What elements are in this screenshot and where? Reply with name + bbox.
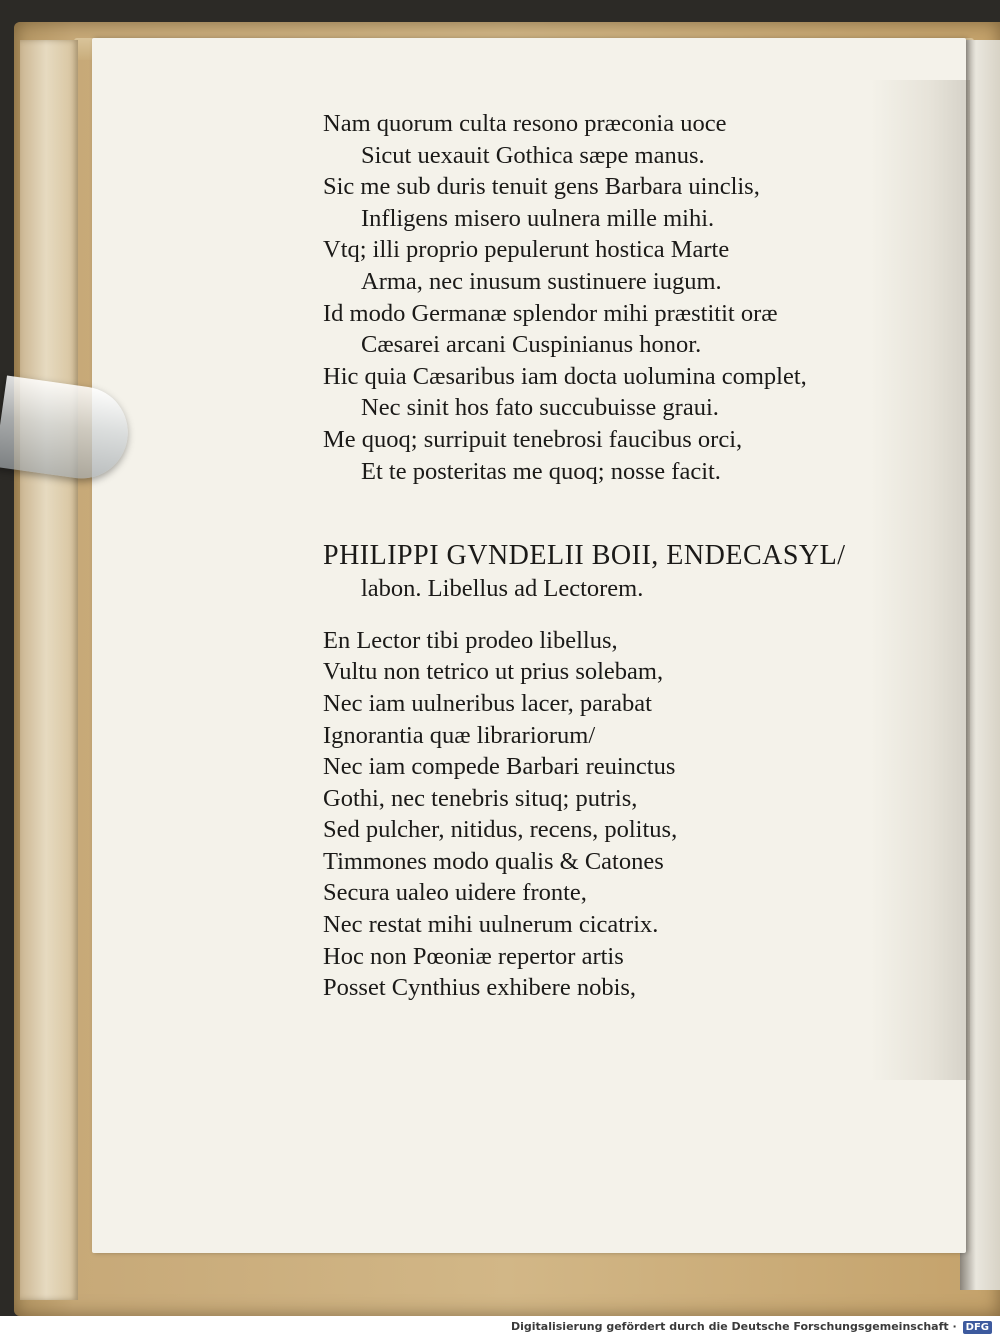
verse-line: Hoc non Pœoniæ repertor artis — [323, 942, 624, 970]
verse-line: Vtq; illi proprio pepulerunt hostica Marte — [323, 236, 730, 264]
heading-title: PHILIPPI GVNDELII BOII, ENDECASYL/ — [323, 540, 846, 572]
verse-line: Arma, nec inusum sustinuere iugum. — [361, 267, 722, 295]
verse-line: Nam quorum culta resono præconia uoce — [323, 110, 727, 137]
verse-line: Vultu non tetrico ut prius solebam, — [323, 658, 664, 686]
verse-line: Posset Cynthius exhibere nobis, — [323, 974, 637, 1002]
verse-line: Nec sinit hos fato succubuisse graui. — [361, 394, 719, 422]
verse-line: Nec iam compede Barbari reuinctus — [323, 753, 676, 781]
verse-line: Sic me sub duris tenuit gens Barbara uinclis, — [323, 173, 760, 201]
section-heading — [323, 539, 883, 605]
verse-line: Me quoq; surripuit tenebrosi faucibus orci, — [323, 425, 743, 453]
section-gap — [323, 605, 883, 625]
verse-line: Infligens misero uulnera mille mihi. — [361, 204, 715, 232]
verse-line: Sed pulcher, nitidus, recens, politus, — [323, 816, 678, 844]
funding-footer — [0, 1316, 1000, 1337]
vellum-binding-fold — [20, 40, 78, 1300]
show-through-shadow — [870, 80, 970, 1080]
poem-first — [323, 108, 883, 487]
dfg-logo: DFG — [963, 1321, 992, 1334]
verse-line: Gothi, nec tenebris situq; putris, — [323, 784, 638, 812]
verse-line: Secura ualeo uidere fronte, — [323, 879, 587, 907]
verse-line: Timmones modo qualis & Catones — [323, 847, 664, 875]
page-text — [323, 108, 883, 1004]
verse-line: Nec restat mihi uulnerum cicatrix. — [323, 911, 659, 939]
poem-second — [323, 625, 883, 1004]
verse-line: Hic quia Cæsaribus iam docta uolumina complet, — [323, 362, 807, 390]
verse-line: En Lector tibi prodeo libellus, — [323, 626, 618, 654]
verse-line: Cæsarei arcani Cuspinianus honor. — [361, 331, 702, 359]
verse-line: Id modo Germanæ splendor mihi præstitit oræ — [323, 299, 778, 327]
verse-line: Et te posteritas me quoq; nosse facit. — [361, 457, 721, 485]
footer-text: Digitalisierung gefördert durch die Deutsche Forschungsgemeinschaft · — [510, 1320, 957, 1333]
section-gap — [323, 487, 883, 539]
heading-subtitle: labon. Libellus ad Lectorem. — [361, 575, 644, 603]
verse-line: Sicut uexauit Gothica sæpe manus. — [361, 141, 705, 169]
verse-line: Nec iam uulneribus lacer, parabat — [323, 689, 652, 717]
verse-line: Ignorantia quæ librariorum/ — [323, 721, 596, 749]
